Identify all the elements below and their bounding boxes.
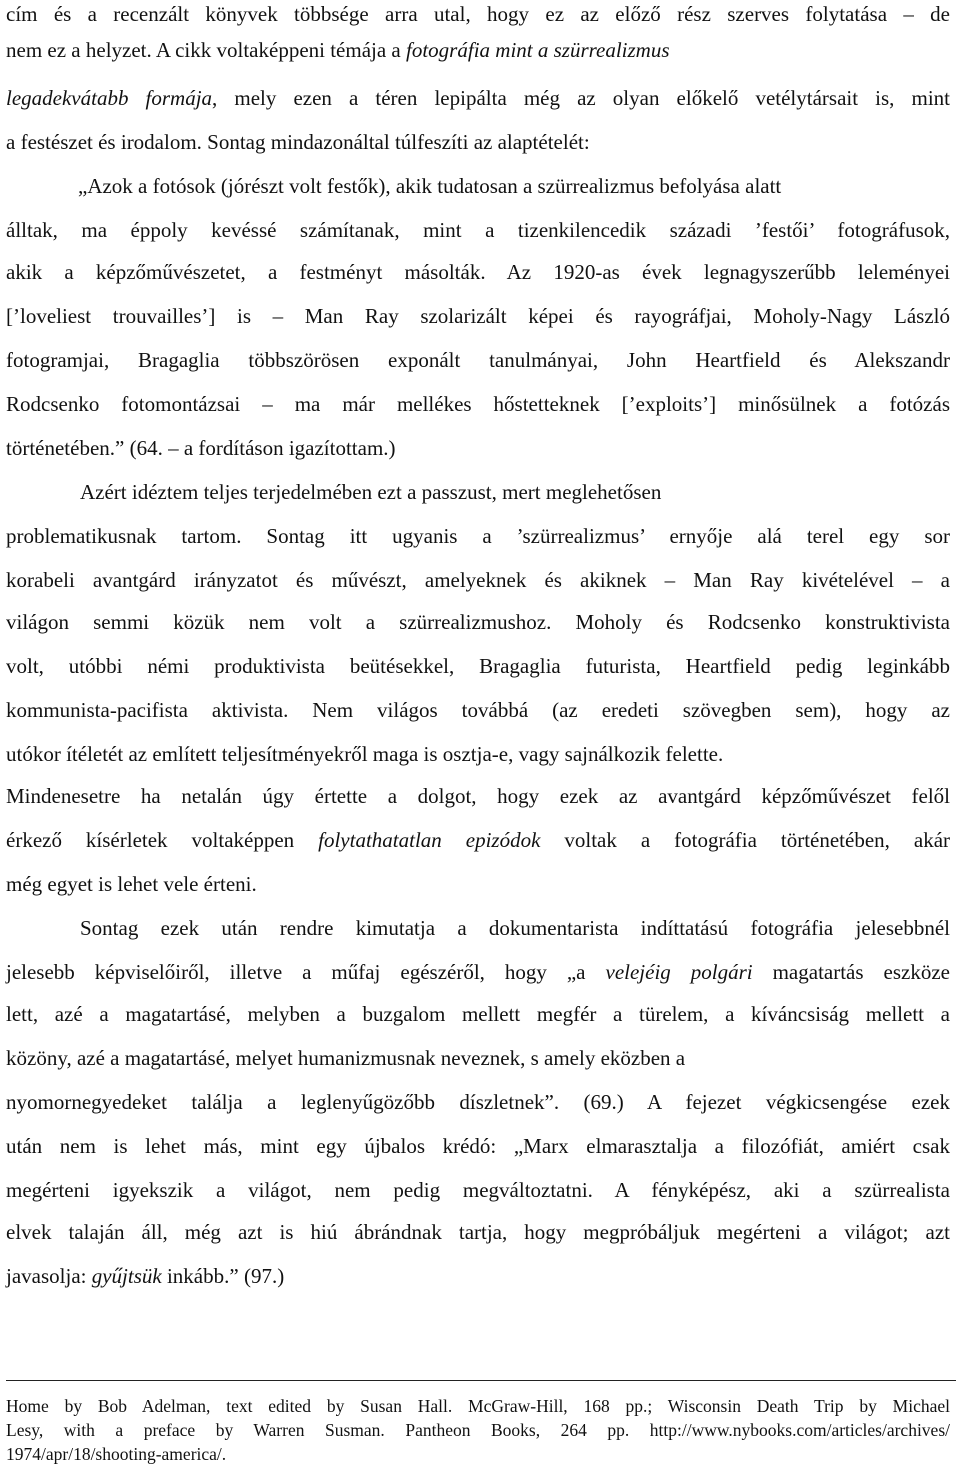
text-span: [’loveliest trouvailles’] is – Man Ray szolarizált képei és rayográfjai, Moholy-Nagy László [6,304,950,328]
text-span: jelesebb képviselőiről, illetve a műfaj egészéről, hogy „a [6,960,606,984]
text-line [6,1262,950,1290]
text-span: korabeli avantgárd irányzatot és művészt, amelyeknek és akiknek – Man Ray kivételével – a [6,568,950,592]
italic-text: fotográfia mint a szürrealizmus [406,38,670,62]
text-span: a festészet és irodalom. Sontag mindazonáltal túlfeszíti az alaptételét: [6,130,590,154]
text-span: Mindenesetre ha netalán úgy értette a dolgot, hogy ezek az avantgárd képzőművészet felől [6,784,950,808]
text-line [6,1176,950,1204]
text-line [6,84,950,112]
text-line [6,566,950,594]
text-line [6,390,950,418]
text-line [6,216,950,244]
text-line [6,1044,950,1072]
text-line [6,608,950,636]
italic-text: folytathatatlan epizódok [318,828,541,852]
text-span: közöny, azé a magatartásé, melyet humanizmusnak neveznek, s amely eközben a [6,1046,686,1070]
text-span: utókor ítéletét az említett teljesítményekről maga is osztja-e, vagy sajnálkozik felette. [6,742,724,766]
text-span: történetében.” (64. – a fordításon igazítottam.) [6,436,396,460]
text-span: nyomornegyedeket találja a leglenyűgözőbb díszletnek”. (69.) A fejezet végkicsengése ezek [6,1090,950,1114]
text-span: kommunista-pacifista aktivista. Nem világos továbbá (az eredeti szövegben sem), hogy az [6,698,950,722]
text-span: akik a képzőművészetet, a festményt másolták. Az 1920-as évek legnagyszerűbb leleményei [6,260,950,284]
text-span: elvek talaján áll, még azt is hiú ábrándnak tartja, hogy megpróbáljuk megérteni a világot; azt [6,1220,950,1244]
text-line [6,522,950,550]
text-line [80,914,950,942]
text-span: Rodcsenko fotomontázsai – ma már mellékes hőstetteknek [’exploits’] minősülnek a fotózás [6,392,950,416]
text-span: magatartás eszköze [752,960,950,984]
text-line [6,1132,950,1160]
text-span: után nem is lehet más, mint egy újbalos krédó: „Marx elmarasztalja a filozófiát, amiért csak [6,1134,950,1158]
text-span: inkább.” (97.) [161,1264,285,1288]
footnote-line: Lesy, with a preface by Warren Susman. Pantheon Books, 264 pp. http://www.nybooks.com/articles/archives/ [6,1420,950,1440]
text-span: volt, utóbbi némi produktivista beütésekkel, Bragaglia futurista, Heartfield pedig leginkább [6,654,950,678]
text-span: világon semmi közük nem volt a szürrealizmushoz. Moholy és Rodcsenko konstruktivista [6,610,950,634]
text-line [78,172,950,200]
text-span: javasolja: [6,1264,92,1288]
text-line [6,740,950,768]
italic-text: velejéig polgári [605,960,753,984]
text-span: fotogramjai, Bragaglia többszörösen exponált tanulmányai, John Heartfield és Alekszandr [6,348,950,372]
text-line [6,958,950,986]
text-span: lett, azé a magatartásé, melyben a buzgalom mellett megfér a türelem, a kíváncsiság mellett a [6,1002,950,1026]
text-line [6,652,950,680]
text-span: voltak a fotográfia történetében, akár [540,828,951,852]
text-span: érkező kísérletek voltaképpen [6,828,319,852]
text-line [6,36,950,64]
text-line [6,302,950,330]
text-line [6,258,950,286]
italic-text: legadekvátabb formája [6,86,213,110]
text-span: „Azok a fotósok (jórészt volt festők), akik tudatosan a szürrealizmus befolyása alatt [78,174,782,198]
text-line [6,870,950,898]
footnote-line: Home by Bob Adelman, text edited by Susan Hall. McGraw-Hill, 168 pp.; Wisconsin Death Trip by Michael [6,1396,950,1416]
text-line [80,478,950,506]
text-line [6,782,950,810]
text-span: cím és a recenzált könyvek többsége arra utal, hogy ez az előző rész szerves folytatása – de [6,2,950,26]
footnote-divider [6,1380,956,1381]
text-span: , mely ezen a téren lepipálta még az olyan előkelő vetélytársait is, mint [212,86,950,110]
footnote-line: 1974/apr/18/shooting-america/. [6,1444,227,1464]
text-line [6,1000,950,1028]
text-span: Sontag ezek után rendre kimutatja a dokumentarista indíttatású fotográfia jelesebbnél [80,916,950,940]
text-line [6,696,950,724]
text-span: megérteni igyekszik a világot, nem pedig megváltoztatni. A fényképész, aki a szürrealista [6,1178,950,1202]
italic-text: gyűjtsük [91,1264,162,1288]
text-line [6,1088,950,1116]
text-span: Azért idéztem teljes terjedelmében ezt a passzust, mert meglehetősen [80,480,662,504]
text-line [6,0,950,28]
text-line [6,128,950,156]
text-line [6,826,950,854]
text-span: nem ez a helyzet. A cikk voltaképpeni témája a [6,38,407,62]
text-line [6,346,950,374]
text-span: még egyet is lehet vele érteni. [6,872,257,896]
text-span: problematikusnak tartom. Sontag itt ugyanis a ’szürrealizmus’ ernyője alá terel egy sor [6,524,950,548]
text-line [6,1218,950,1246]
text-line [6,434,950,462]
text-span: álltak, ma éppoly kevéssé számítanak, mint a tizenkilencedik századi ’festői’ fotográfusok, [6,218,950,242]
